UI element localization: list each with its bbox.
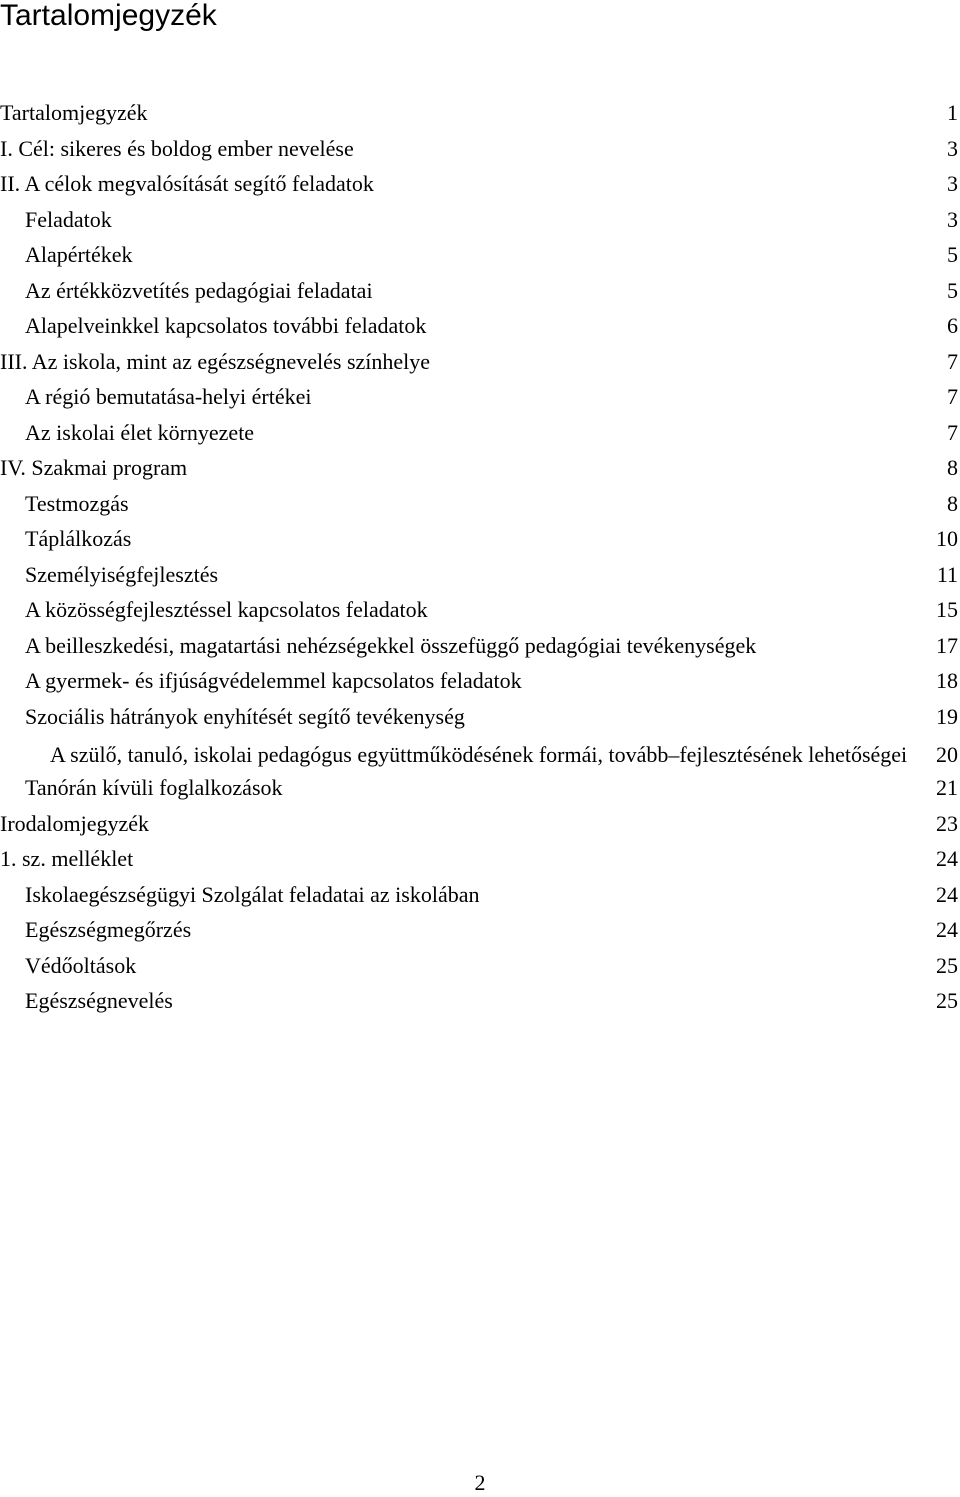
toc-entry-page: 21 — [936, 775, 958, 800]
toc-entry[interactable] — [0, 166, 960, 202]
toc-entry-title: Feladatok — [25, 206, 112, 232]
toc-entry[interactable] — [0, 948, 960, 984]
toc-entry-title: Alapelveinkkel kapcsolatos további feladatok — [25, 313, 427, 338]
toc-entry-page: 17 — [936, 632, 958, 658]
toc-entry-page: 24 — [936, 846, 958, 871]
toc-entry-title: A gyermek- és ifjúságvédelemmel kapcsolatos feladatok — [25, 668, 522, 693]
toc-entry-page: 7 — [947, 384, 958, 409]
toc-entry[interactable] — [0, 379, 960, 415]
toc-entry-page: 11 — [936, 561, 958, 587]
page-number: 2 — [474, 1470, 486, 1495]
toc-entry[interactable] — [0, 557, 960, 593]
toc-entry-title: A régió bemutatása-helyi értékei — [25, 384, 312, 409]
toc-entry-page: 8 — [947, 490, 958, 516]
toc-entry-page: 19 — [936, 703, 958, 729]
toc-entry[interactable] — [0, 415, 960, 451]
toc-entry-page: 8 — [947, 455, 958, 480]
toc-entry-page: 25 — [936, 952, 958, 978]
toc-entry[interactable] — [0, 592, 960, 628]
toc-entry-page: 3 — [947, 206, 958, 232]
toc-entry-title: A közösségfejlesztéssel kapcsolatos feladatok — [25, 597, 428, 622]
toc-entry[interactable] — [0, 912, 960, 948]
toc-entry[interactable] — [0, 521, 960, 557]
toc-entry-page: 15 — [936, 597, 958, 622]
toc-entry-title: Tanórán kívüli foglalkozások — [25, 775, 283, 800]
toc-entry-page: 7 — [947, 348, 958, 374]
toc-entry-page: 1 — [947, 100, 958, 125]
toc-entry-title: Az értékközvetítés pedagógiai feladatai — [25, 277, 373, 303]
toc-entry-title: A szülő, tanuló, iskolai pedagógus együttműködésének formái, tovább–fejlesztésének lehetőségei — [50, 742, 908, 767]
toc-entry[interactable] — [0, 237, 960, 273]
toc-entry-title: Egészségmegőrzés — [25, 917, 192, 942]
toc-entry-page: 7 — [947, 419, 958, 445]
toc-entry[interactable] — [0, 273, 960, 309]
toc-entry-title: Testmozgás — [25, 490, 129, 516]
toc-entry[interactable] — [0, 486, 960, 522]
toc-entry-page: 10 — [936, 526, 958, 551]
toc-entry[interactable] — [0, 806, 960, 842]
toc-entry[interactable] — [0, 877, 960, 913]
toc-entry-page: 3 — [947, 135, 958, 161]
page-title: Tartalomjegyzék — [0, 0, 217, 32]
toc-entry-page: 20 — [936, 742, 958, 767]
toc-entry-title: Tartalomjegyzék — [0, 100, 148, 125]
toc-entry-title: Személyiségfejlesztés — [25, 561, 219, 587]
toc-entry[interactable] — [0, 663, 960, 699]
toc-entry[interactable] — [0, 983, 960, 1019]
toc-entry[interactable] — [0, 734, 960, 770]
toc-entry-title: Szociális hátrányok enyhítését segítő tevékenység — [25, 703, 465, 729]
toc-entry-page: 23 — [936, 810, 958, 836]
toc-entry-title: Védőoltások — [25, 952, 137, 978]
toc-entry-page: 24 — [936, 881, 958, 907]
toc-entry-title: Iskolaegészségügyi Szolgálat feladatai az iskolában — [25, 881, 480, 907]
toc-entry[interactable] — [0, 308, 960, 344]
toc-entry-page: 6 — [947, 313, 958, 338]
table-of-contents — [0, 95, 960, 1019]
toc-entry[interactable] — [0, 95, 960, 131]
toc-entry[interactable] — [0, 131, 960, 167]
toc-entry-title: Az iskolai élet környezete — [25, 419, 255, 445]
toc-entry[interactable] — [0, 770, 960, 806]
toc-entry[interactable] — [0, 450, 960, 486]
toc-entry[interactable] — [0, 344, 960, 380]
toc-entry-title: 1. sz. melléklet — [0, 846, 134, 871]
toc-entry-title: IV. Szakmai program — [0, 455, 188, 480]
toc-entry-title: A beilleszkedési, magatartási nehézségekkel összefüggő pedagógiai tevékenységek — [25, 632, 757, 658]
toc-entry-title: I. Cél: sikeres és boldog ember nevelése — [0, 135, 354, 161]
toc-entry-title: II. A célok megvalósítását segítő feladatok — [0, 171, 374, 196]
toc-entry-page: 18 — [936, 668, 958, 693]
toc-entry-title: III. Az iskola, mint az egészségnevelés színhelye — [0, 348, 431, 374]
toc-entry[interactable] — [0, 628, 960, 664]
toc-entry-page: 3 — [947, 171, 958, 196]
toc-entry-page: 24 — [936, 917, 958, 942]
toc-entry[interactable] — [0, 202, 960, 238]
toc-entry-title: Táplálkozás — [25, 526, 132, 551]
toc-entry[interactable] — [0, 699, 960, 735]
toc-entry-page: 25 — [936, 988, 958, 1013]
toc-entry[interactable] — [0, 841, 960, 877]
toc-entry-title: Alapértékek — [25, 242, 133, 267]
toc-entry-title: Irodalomjegyzék — [0, 810, 150, 836]
toc-entry-page: 5 — [947, 242, 958, 267]
toc-entry-page: 5 — [947, 277, 958, 303]
toc-entry-title: Egészségnevelés — [25, 988, 173, 1013]
